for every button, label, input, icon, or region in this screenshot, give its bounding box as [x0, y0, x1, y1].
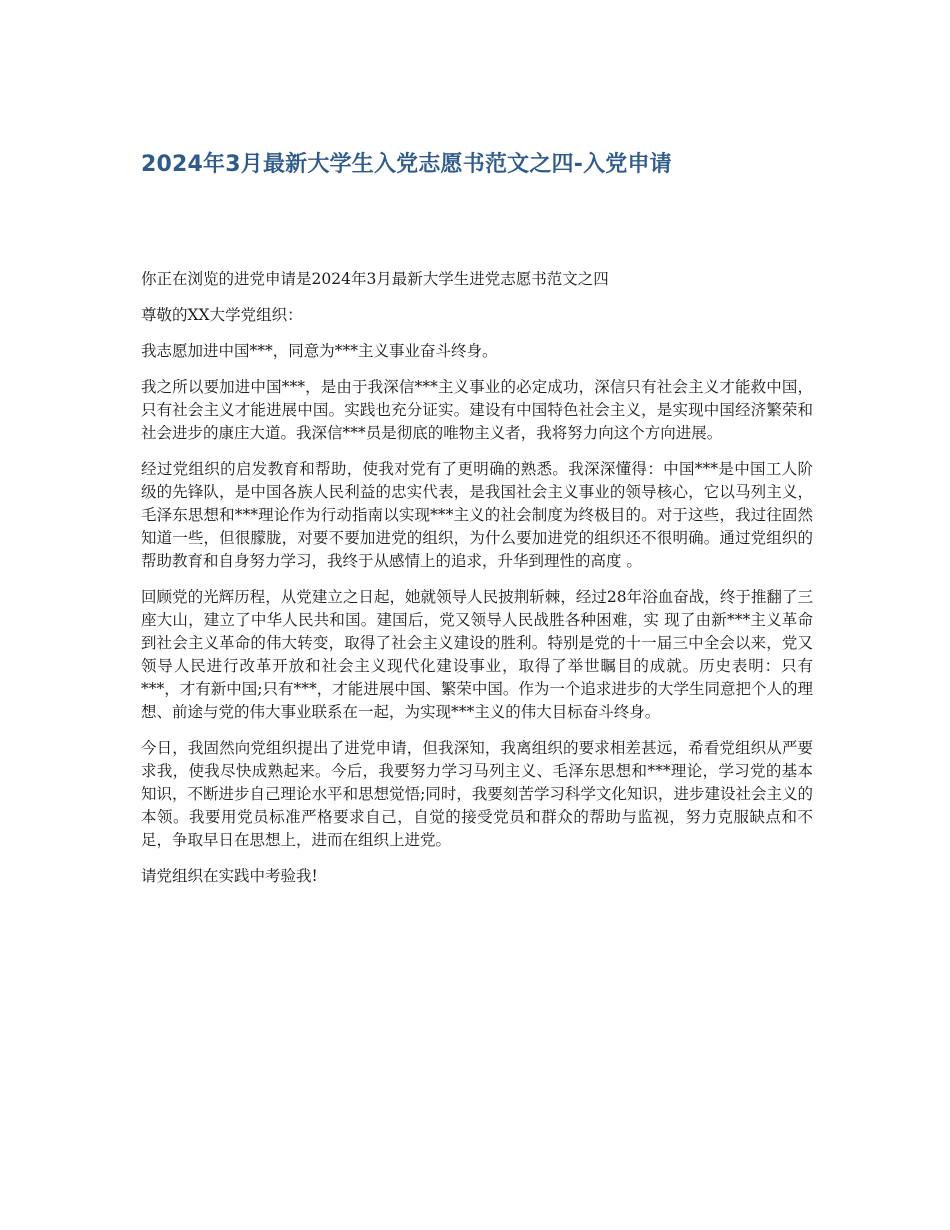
paragraph: 经过党组织的启发教育和帮助，使我对党有了更明确的熟悉。我深深懂得：中国***是中国工人阶级的先锋队，是中国各族人民利益的忠实代表，是我国社会主义事业的领导核心，它以马列主义，毛泽东思想和***理论作为行动指南以实现***主义的社会制度为终极目的。对于这些，我过往固然知道一些，但很朦胧，对要不要加进党的组织，为什么要加进党的组织还不很明确。通过党组织的帮助教育和自身努力学习，我终于从感情上的追求，升华到理性的高度 。 [141, 460, 813, 570]
paragraph: 我志愿加进中国***，同意为***主义事业奋斗终身。 [141, 342, 498, 360]
paragraph: 回顾党的光辉历程，从党建立之日起，她就领导人民披荆斩棘，经过28年浴血奋战，终于推翻了三座大山，建立了中华人民共和国。建国后，党又领导人民战胜各种困难，实 现了由新***主义革命到社会主义革命的伟大转变，取得了社会主义建设的胜利。特别是党的十一届三中全会以来，党又领导人民进行改革开放和社会主义现代化建设事业，取得了举世瞩目的成就。历史表明：只有***，才有新中国;只有***，才能进展中国、繁荣中国。作为一个追求进步的大学生同意把个人的理想、前途与党的伟大事业联系在一起，为实现***主义的伟大目标奋斗终身。 [141, 588, 813, 721]
document-title: 2024年3月最新大学生入党志愿书范文之四-入党申请 [141, 152, 672, 177]
paragraph-closing: 请党组织在实践中考验我! [141, 867, 318, 885]
paragraph-intro: 你正在浏览的进党申请是2024年3月最新大学生进党志愿书范文之四 [141, 270, 609, 288]
paragraph: 今日，我固然向党组织提出了进党申请，但我深知，我离组织的要求相差甚远，希看党组织从严要求我，使我尽快成熟起来。今后，我要努力学习马列主义、毛泽东思想和***理论，学习党的基本知识，不断进步自己理论水平和思想觉悟;同时，我要刻苦学习科学文化知识，进步建设社会主义的本领。我要用党员标准严格要求自己，自觉的接受党员和群众的帮助与监视，努力克服缺点和不足，争取早日在思想上，进而在组织上进党。 [141, 739, 813, 849]
paragraph: 我之所以要加进中国***，是由于我深信***主义事业的必定成功，深信只有社会主义才能救中国，只有社会主义才能进展中国。实践也充分证实。建设有中国特色社会主义，是实现中国经济繁荣和社会进步的康庄大道。我深信***员是彻底的唯物主义者，我将努力向这个方向进展。 [141, 378, 813, 442]
document-body [141, 268, 813, 901]
paragraph-salutation: 尊敬的XX大学党组织： [141, 306, 303, 324]
